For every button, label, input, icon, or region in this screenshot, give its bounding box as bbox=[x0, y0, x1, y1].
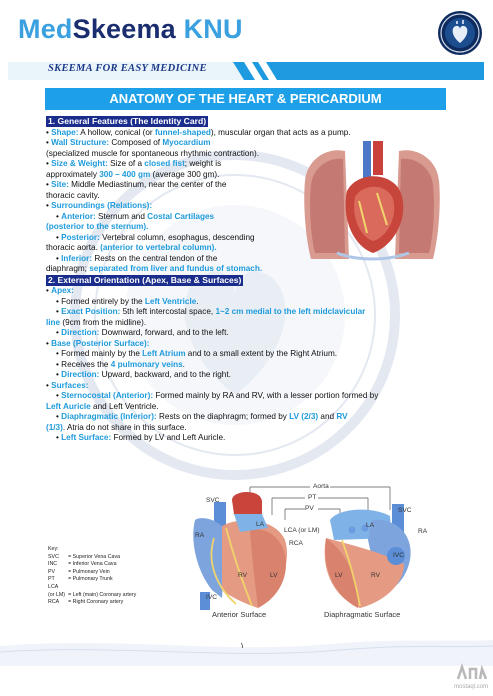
page-title: ANATOMY OF THE HEART & PERICARDIUM bbox=[45, 88, 446, 110]
bullet-diaphragmatic: • Diaphragmatic (Inferior): Rests on the diaphragm; formed by LV (2/3) and RV bbox=[56, 412, 348, 421]
bullet-apex: • Apex: bbox=[46, 286, 74, 295]
bullet-sternocostal-cont: Left Auricle and Left Ventricle. bbox=[46, 401, 159, 411]
bullet-site: • Site: Middle Mediastinum, near the center of the bbox=[46, 180, 227, 189]
bullet-anterior-cont: (posterior to the sternum). bbox=[46, 222, 149, 231]
bullet-diaphragmatic-cont: (1/3). Atria do not share in this surface. bbox=[46, 422, 187, 432]
bullet-size: • Size & Weight: Size of a closed fist; weight is bbox=[46, 159, 222, 168]
label-ra-right: RA bbox=[418, 528, 428, 535]
bullet-size-cont: approximately 300 – 400 gm (average 300 gm). bbox=[46, 169, 220, 179]
footer-wave bbox=[0, 636, 493, 666]
bullet-surfaces: • Surfaces: bbox=[46, 380, 89, 390]
label-lv-left: LV bbox=[270, 572, 278, 579]
bullet-apex-direction: • Direction: Downward, forward, and to the left. bbox=[56, 328, 229, 337]
bullet-anterior: • Anterior: Sternum and Costal Cartilages bbox=[56, 211, 215, 221]
label-ivc-right: IVC bbox=[393, 552, 404, 559]
notes-content bbox=[46, 116, 426, 444]
label-ivc-left: IVC bbox=[206, 594, 217, 601]
key-row: INC = Inferior Vena Cava bbox=[48, 561, 117, 568]
diagram-key bbox=[48, 546, 139, 607]
label-rca: RCA bbox=[289, 540, 303, 547]
bullet-base: • Base (Posterior Surface): bbox=[46, 338, 150, 348]
label-pt: PT bbox=[308, 494, 317, 501]
bullet-wall: • Wall Structure: Composed of Myocardium bbox=[46, 138, 211, 147]
label-lv-right: LV bbox=[335, 572, 343, 579]
label-aorta: Aorta bbox=[313, 483, 329, 490]
page-number: ١ bbox=[240, 641, 245, 650]
tagline: SKEEMA FOR EASY MEDICINE bbox=[48, 63, 207, 74]
bullet-shape: • Shape: A hollow, conical (or funnel-shaped), muscular organ that acts as a pump. bbox=[46, 127, 351, 137]
key-row: SVC = Superior Vena Cava bbox=[48, 553, 121, 560]
label-svc-right: SVC bbox=[398, 507, 412, 514]
key-row: (or LM) = Left (main) Coronary artery bbox=[48, 591, 137, 598]
bullet-base-formed: • Formed mainly by the Left Atrium and to a small extent by the Right Atrium. bbox=[56, 349, 338, 358]
stamp-text: mostaql.com bbox=[454, 684, 489, 690]
bullet-posterior: • Posterior: Vertebral column, esophagus, descending bbox=[56, 232, 255, 242]
bullet-apex-position: • Exact Position: 5th left intercostal space, 1~2 cm medial to the left midclavicular bbox=[56, 307, 366, 316]
label-pv: PV bbox=[305, 505, 314, 512]
label-la-right: LA bbox=[366, 522, 375, 529]
label-la-left: LA bbox=[256, 521, 265, 528]
bullet-base-veins: • Receives the 4 pulmonary veins. bbox=[56, 359, 185, 369]
label-ra-left: RA bbox=[195, 532, 205, 539]
key-row: LCA bbox=[48, 583, 59, 590]
label-rv-left: RV bbox=[238, 572, 248, 579]
bullet-site-cont: thoracic cavity. bbox=[46, 190, 100, 200]
brand-part-knu: KNU bbox=[175, 14, 243, 44]
brand-part-med: Med bbox=[18, 14, 73, 44]
caption-diaphragmatic: Diaphragmatic Surface bbox=[324, 610, 401, 619]
key-row: PT = Pulmonary Trunk bbox=[48, 576, 113, 583]
bullet-apex-formed: • Formed entirely by the Left Ventricle. bbox=[56, 296, 199, 306]
bullet-base-direction: • Direction: Upward, backward, and to the right. bbox=[56, 370, 231, 379]
bullet-inferior-cont: diaphragm; separated from liver and fundus of stomach. bbox=[46, 264, 263, 273]
bullet-sternocostal: • Sternocostal (Anterior): Formed mainly by RA and RV, with a lesser portion formed by bbox=[56, 391, 379, 400]
anterior-heart bbox=[193, 492, 287, 610]
bullet-left-surface: • Left Surface: Formed by LV and Left Auricle. bbox=[56, 433, 226, 442]
brand-part-skeema: Skeema bbox=[72, 14, 176, 44]
label-svc-left: SVC bbox=[206, 497, 220, 504]
heart-emblem-icon bbox=[437, 10, 483, 56]
bullet-posterior-cont: thoracic aorta. (anterior to vertebral column). bbox=[46, 243, 217, 252]
key-row: RCA = Right Coronary artery bbox=[48, 599, 124, 606]
brand-title bbox=[18, 14, 243, 45]
caption-anterior: Anterior Surface bbox=[212, 610, 267, 619]
key-title: Key: bbox=[48, 546, 59, 552]
key-row: PV = Pulmonary Vein bbox=[48, 568, 110, 575]
bullet-surroundings: • Surroundings (Relations): bbox=[46, 201, 153, 210]
label-rv-right: RV bbox=[371, 572, 381, 579]
bullet-wall-cont: (specialized muscle for spontaneous rhythmic contraction). bbox=[46, 148, 259, 158]
label-lca: LCA (or LM) bbox=[284, 527, 320, 534]
section-heading-orientation: 2. External Orientation (Apex, Base & Surfaces) bbox=[48, 274, 242, 285]
bullet-apex-position-cont: line (9cm from the midline). bbox=[46, 317, 147, 327]
bullet-inferior: • Inferior: Rests on the central tendon of the bbox=[56, 253, 218, 263]
section-heading-general: 1. General Features (The Identity Card) bbox=[48, 116, 207, 126]
